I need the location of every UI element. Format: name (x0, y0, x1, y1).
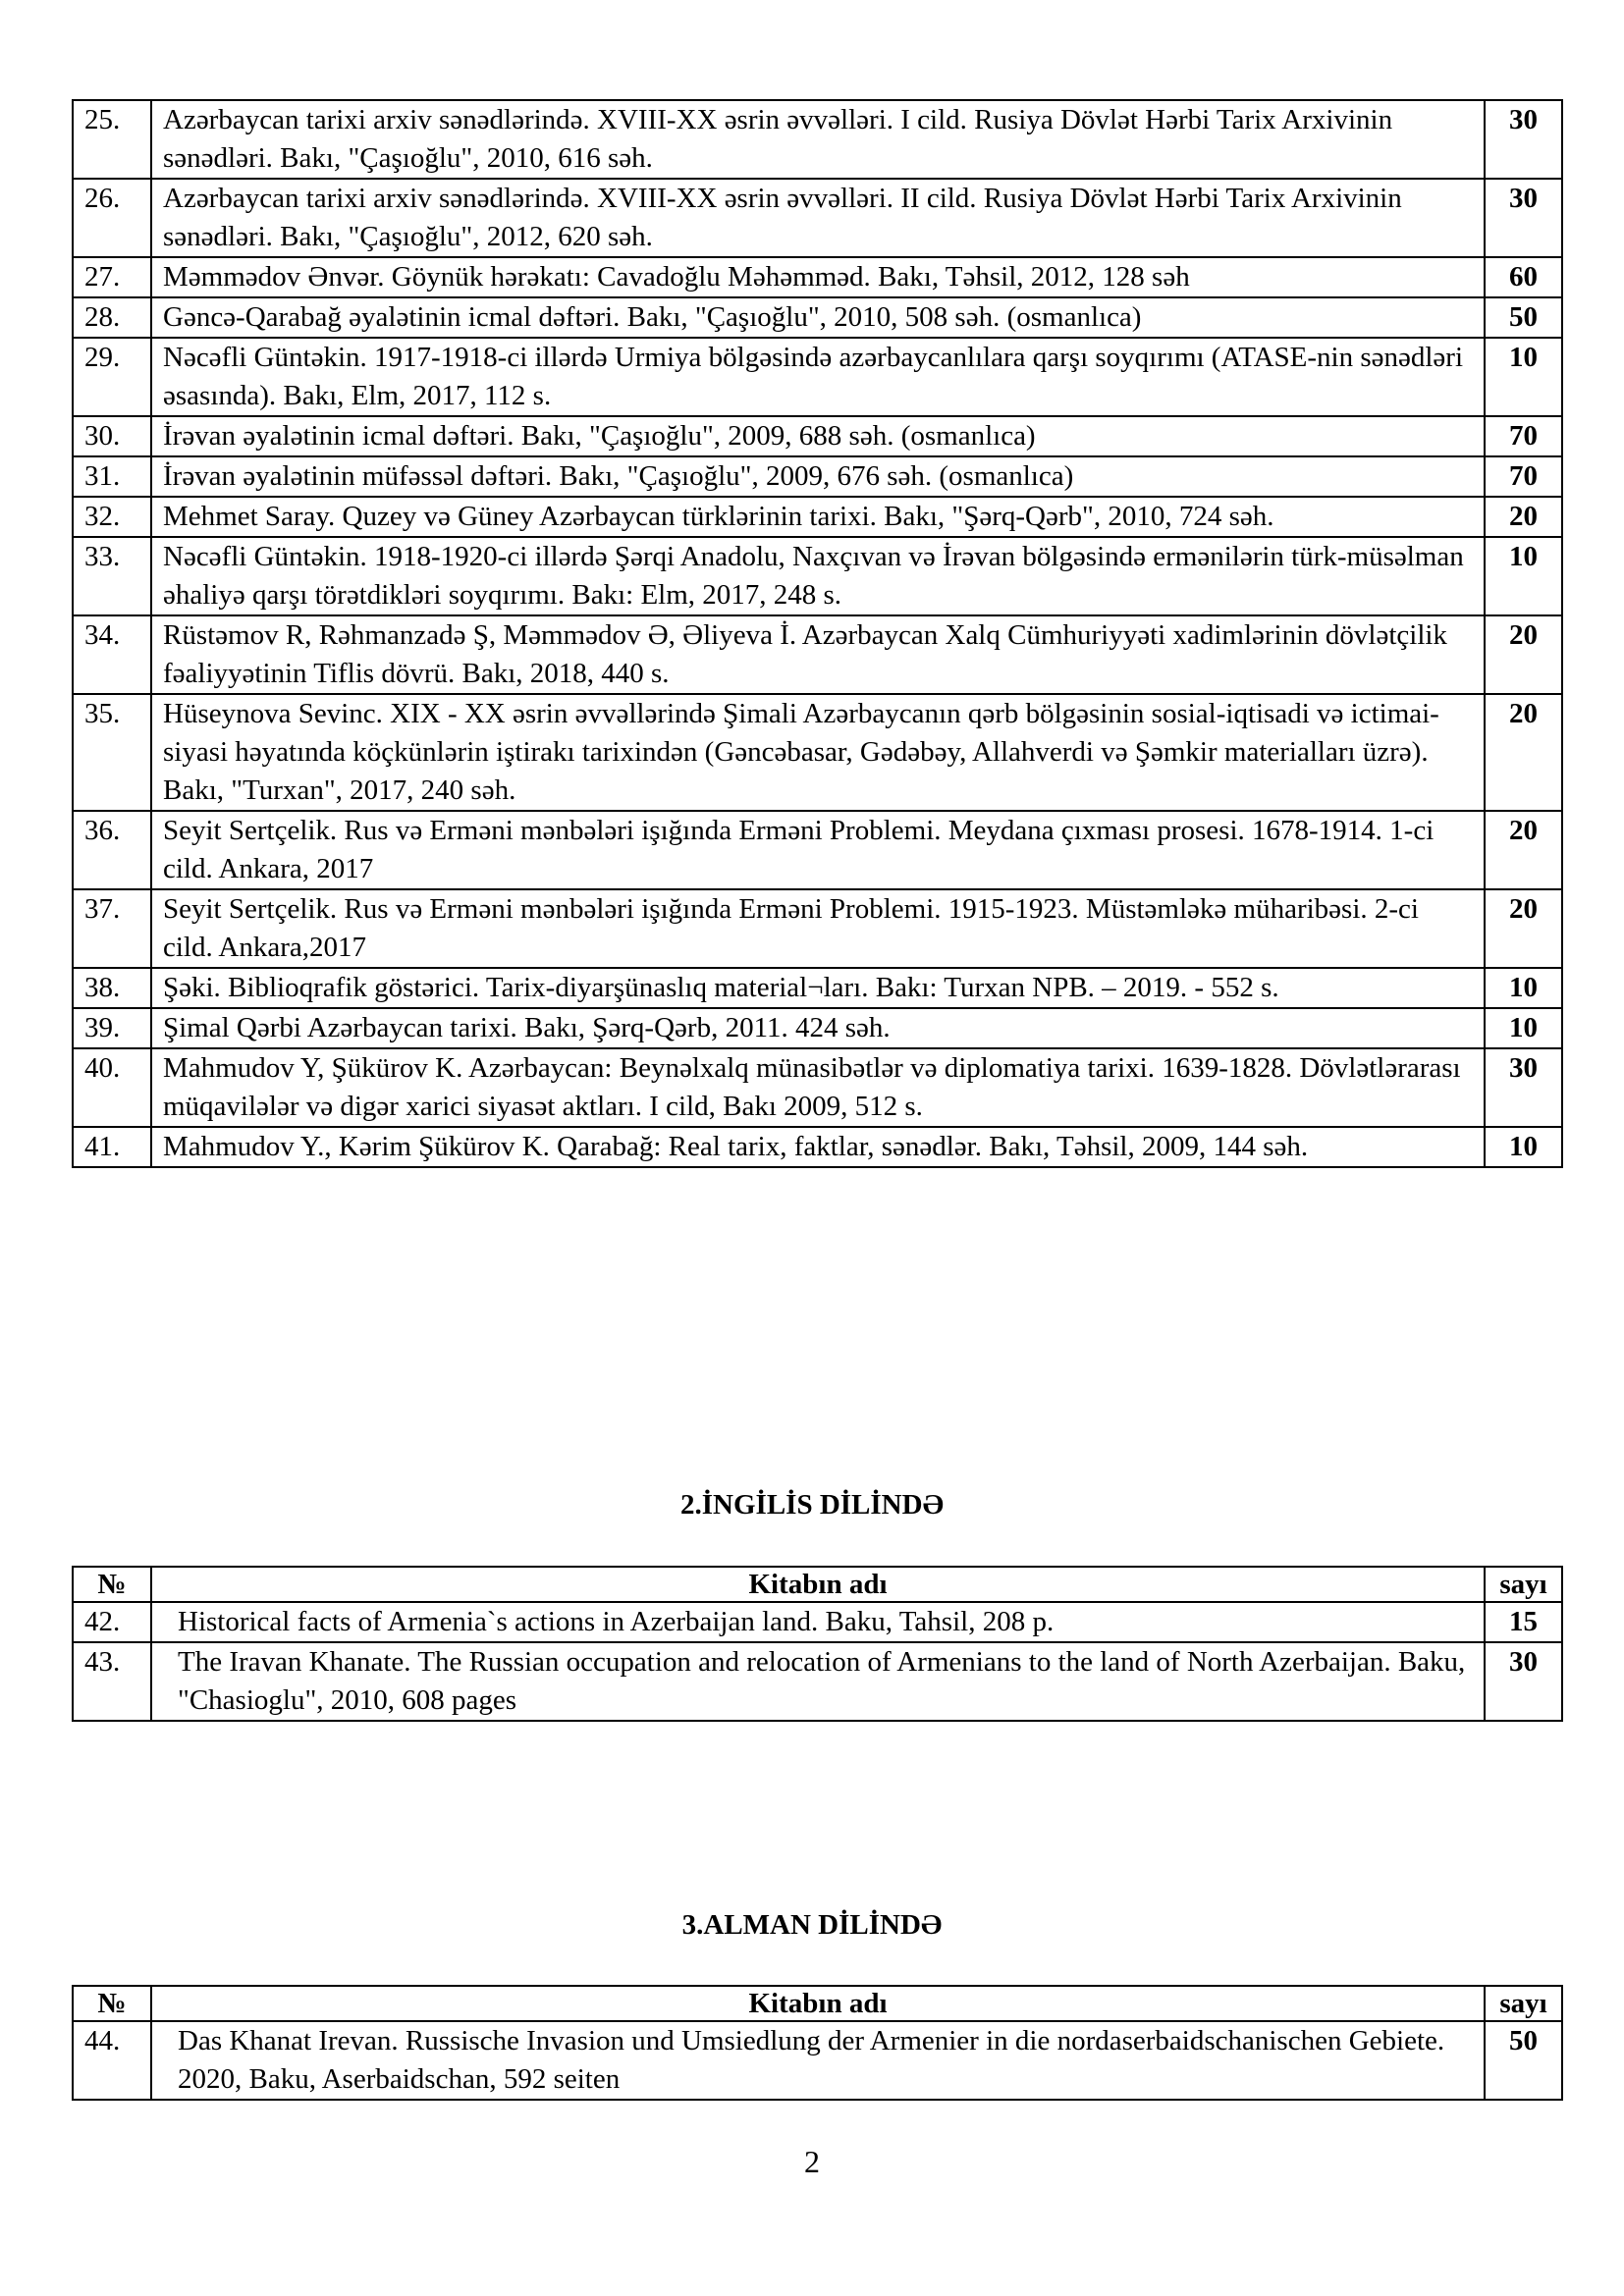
table-row (73, 338, 1562, 416)
copy-count: 20 (1485, 615, 1562, 694)
book-title: Historical facts of Armenia`s actions in Azerbaijan land. Baku, Tahsil, 208 p. (151, 1602, 1485, 1642)
copy-count: 30 (1485, 1048, 1562, 1127)
copy-count: 10 (1485, 968, 1562, 1008)
copy-count: 10 (1485, 338, 1562, 416)
book-title: The Iravan Khanate. The Russian occupation and relocation of Armenians to the land of North Azerbaijan. Baku, "Chasioglu", 2010, 608 pages (151, 1642, 1485, 1721)
row-number: 27. (73, 257, 151, 297)
copy-count: 30 (1485, 179, 1562, 257)
copy-count: 50 (1485, 297, 1562, 338)
row-number: 26. (73, 179, 151, 257)
row-number: 29. (73, 338, 151, 416)
row-number: 30. (73, 416, 151, 456)
book-list-table-azerbaijani (72, 99, 1563, 1168)
column-header-count: sayı (1485, 1986, 1562, 2021)
copy-count: 70 (1485, 456, 1562, 497)
column-header-number: № (73, 1986, 151, 2021)
table-row (73, 1642, 1562, 1721)
row-number: 43. (73, 1642, 151, 1721)
table-row (73, 694, 1562, 811)
row-number: 40. (73, 1048, 151, 1127)
book-title: Gəncə-Qarabağ əyalətinin icmal dəftəri. Bakı, "Çaşıoğlu", 2010, 508 səh. (osmanlıca) (151, 297, 1485, 338)
section-title-german: 3.ALMAN DİLİNDƏ (681, 1909, 943, 1941)
table-row (73, 889, 1562, 968)
table-row (73, 811, 1562, 889)
copy-count: 20 (1485, 694, 1562, 811)
book-title: Rüstəmov R, Rəhmanzadə Ş, Məmmədov Ə, Əliyeva İ. Azərbaycan Xalq Cümhuriyyəti xadimlərinin dövlətçilik fəaliyyətinin Tiflis dövrü. Bakı, 2018, 440 s. (151, 615, 1485, 694)
table-row (73, 615, 1562, 694)
column-header-title: Kitabın adı (151, 1986, 1485, 2021)
table-body (73, 100, 1562, 1167)
book-title: İrəvan əyalətinin icmal dəftəri. Bakı, "Çaşıoğlu", 2009, 688 səh. (osmanlıca) (151, 416, 1485, 456)
row-number: 41. (73, 1127, 151, 1167)
copy-count: 10 (1485, 1127, 1562, 1167)
table-row (73, 456, 1562, 497)
book-title: Seyit Sertçelik. Rus və Erməni mənbələri işığında Erməni Problemi. Meydana çıxması prosesi. 1678-1914. 1-ci cild. Ankara, 2017 (151, 811, 1485, 889)
book-title: Məmmədov Ənvər. Göynük hərəkatı: Cavadoğlu Məhəmməd. Bakı, Təhsil, 2012, 128 səh (151, 257, 1485, 297)
section-title-english: 2.İNGİLİS DİLİNDƏ (680, 1489, 944, 1521)
row-number: 25. (73, 100, 151, 179)
book-title: Azərbaycan tarixi arxiv sənədlərində. XVIII-XX əsrin əvvəlləri. I cild. Rusiya Dövlət Hərbi Tarix Arxivinin sənədləri. Bakı, "Çaşıoğlu", 2010, 616 səh. (151, 100, 1485, 179)
copy-count: 30 (1485, 1642, 1562, 1721)
book-list-table-english (72, 1566, 1563, 1722)
table-header-row (73, 1567, 1562, 1602)
book-title: Şimal Qərbi Azərbaycan tarixi. Bakı, Şərq-Qərb, 2011. 424 səh. (151, 1008, 1485, 1048)
copy-count: 20 (1485, 811, 1562, 889)
book-title: Azərbaycan tarixi arxiv sənədlərində. XVIII-XX əsrin əvvəlləri. II cild. Rusiya Dövlət Hərbi Tarix Arxivinin sənədləri. Bakı, "Çaşıoğlu", 2012, 620 səh. (151, 179, 1485, 257)
copy-count: 20 (1485, 889, 1562, 968)
page-number: 2 (804, 2144, 820, 2179)
table-row (73, 1008, 1562, 1048)
copy-count: 10 (1485, 1008, 1562, 1048)
book-title: Hüseynova Sevinc. XIX - XX əsrin əvvəllərində Şimali Azərbaycanın qərb bölgəsinin sosial-iqtisadi və ictimai- siyasi həyatında köçkünlərin iştirakı tarixindən (Gəncəbasar, Gədəbəy, Allahverdi və Şəmkir materialları üzrə). Bakı, "Turxan", 2017, 240 səh. (151, 694, 1485, 811)
table-row (73, 968, 1562, 1008)
table-header-row (73, 1986, 1562, 2021)
table-row (73, 416, 1562, 456)
table-row (73, 257, 1562, 297)
book-title: Mehmet Saray. Quzey və Güney Azərbaycan türklərinin tarixi. Bakı, "Şərq-Qərb", 2010, 724 səh. (151, 497, 1485, 537)
book-title: Nəcəfli Güntəkin. 1918-1920-ci illərdə Şərqi Anadolu, Naxçıvan və İrəvan bölgəsində ermənilərin türk-müsəlman əhaliyə qarşı törətdikləri soyqırımı. Bakı: Elm, 2017, 248 s. (151, 537, 1485, 615)
copy-count: 70 (1485, 416, 1562, 456)
table-row (73, 1127, 1562, 1167)
table-row (73, 1048, 1562, 1127)
row-number: 33. (73, 537, 151, 615)
row-number: 31. (73, 456, 151, 497)
table-row (73, 2021, 1562, 2100)
column-header-number: № (73, 1567, 151, 1602)
table-row (73, 100, 1562, 179)
row-number: 36. (73, 811, 151, 889)
copy-count: 30 (1485, 100, 1562, 179)
row-number: 32. (73, 497, 151, 537)
book-title: Şəki. Biblioqrafik göstərici. Tarix-diyarşünaslıq material¬ları. Bakı: Turxan NPB. – 2019. - 552 s. (151, 968, 1485, 1008)
row-number: 38. (73, 968, 151, 1008)
table-body (73, 2021, 1562, 2100)
copy-count: 15 (1485, 1602, 1562, 1642)
row-number: 37. (73, 889, 151, 968)
table-row (73, 497, 1562, 537)
column-header-count: sayı (1485, 1567, 1562, 1602)
table-body (73, 1602, 1562, 1721)
column-header-title: Kitabın adı (151, 1567, 1485, 1602)
row-number: 39. (73, 1008, 151, 1048)
table-row (73, 537, 1562, 615)
book-title: Nəcəfli Güntəkin. 1917-1918-ci illərdə Urmiya bölgəsində azərbaycanlılara qarşı soyqırımı (ATASE-nin sənədləri əsasında). Bakı, Elm, 2017, 112 s. (151, 338, 1485, 416)
table-row (73, 179, 1562, 257)
row-number: 35. (73, 694, 151, 811)
row-number: 28. (73, 297, 151, 338)
copy-count: 10 (1485, 537, 1562, 615)
book-title: Seyit Sertçelik. Rus və Erməni mənbələri işığında Erməni Problemi. 1915-1923. Müstəmləkə müharibəsi. 2-ci cild. Ankara,2017 (151, 889, 1485, 968)
copy-count: 50 (1485, 2021, 1562, 2100)
table-row (73, 297, 1562, 338)
copy-count: 20 (1485, 497, 1562, 537)
table-row (73, 1602, 1562, 1642)
copy-count: 60 (1485, 257, 1562, 297)
row-number: 44. (73, 2021, 151, 2100)
book-title: Das Khanat Irevan. Russische Invasion und Umsiedlung der Armenier in die nordaserbaidschanischen Gebiete. 2020, Baku, Aserbaidschan, 592 seiten (151, 2021, 1485, 2100)
book-title: İrəvan əyalətinin müfəssəl dəftəri. Bakı, "Çaşıoğlu", 2009, 676 səh. (osmanlıca) (151, 456, 1485, 497)
book-title: Mahmudov Y, Şükürov K. Azərbaycan: Beynəlxalq münasibətlər və diplomatiya tarixi. 1639-1828. Dövlətlərarası müqavilələr və digər xarici siyasət aktları. I cild, Bakı 2009, 512 s. (151, 1048, 1485, 1127)
book-title: Mahmudov Y., Kərim Şükürov K. Qarabağ: Real tarix, faktlar, sənədlər. Bakı, Təhsil, 2009, 144 səh. (151, 1127, 1485, 1167)
row-number: 34. (73, 615, 151, 694)
book-list-table-german (72, 1985, 1563, 2101)
row-number: 42. (73, 1602, 151, 1642)
